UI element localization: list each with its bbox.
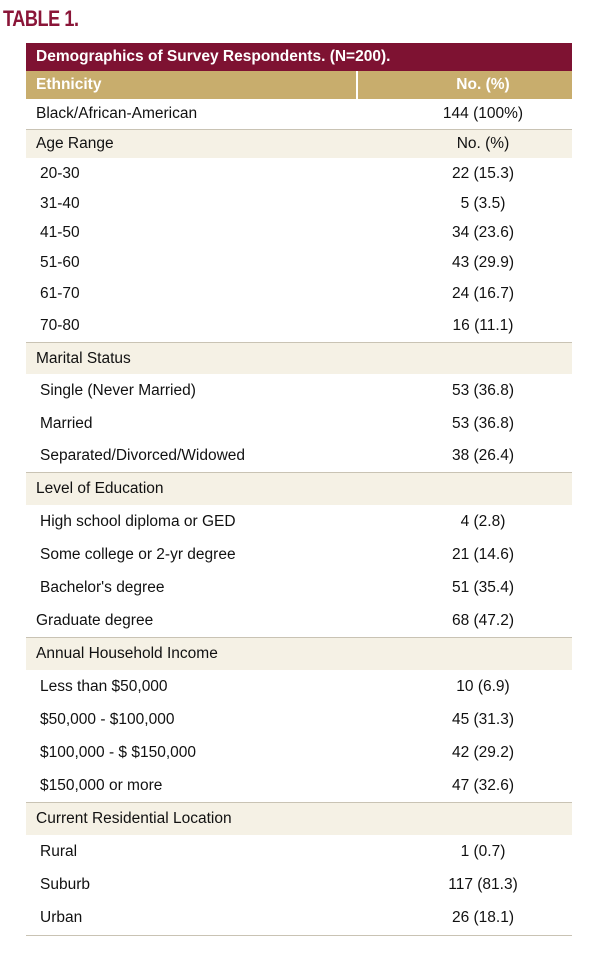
- row-label: Some college or 2-yr degree: [40, 546, 236, 563]
- row-value: 22 (15.3): [451, 165, 515, 182]
- section-row: [26, 638, 572, 670]
- section-row: [26, 130, 572, 158]
- table-row: [26, 189, 572, 218]
- row-label: Bachelor's degree: [40, 579, 165, 596]
- row-value: 144 (100%): [442, 105, 524, 122]
- row-value: 34 (23.6): [451, 224, 515, 241]
- row-value: 4 (2.8): [460, 513, 506, 530]
- table-row: [26, 901, 572, 936]
- table-header-row: [26, 71, 572, 99]
- row-label: Graduate degree: [36, 612, 154, 629]
- table-row: [26, 407, 572, 440]
- row-label: $100,000 - $ $150,000: [40, 744, 196, 761]
- table-row: [26, 538, 572, 571]
- row-value: [358, 803, 572, 835]
- row-value: 53 (36.8): [451, 415, 515, 432]
- row-label: 70-80: [40, 317, 80, 334]
- table-row: [26, 703, 572, 736]
- table-row: [26, 868, 572, 901]
- section-row: [26, 473, 572, 505]
- section-row: [26, 343, 572, 374]
- row-value: 26 (18.1): [451, 909, 515, 926]
- table-row: [26, 99, 572, 130]
- section-label: Marital Status: [36, 350, 131, 367]
- row-value: [358, 638, 572, 670]
- table-row: [26, 571, 572, 604]
- row-value: 51 (35.4): [451, 579, 515, 596]
- table-row: [26, 736, 572, 769]
- header-no-percent: No. (%): [358, 71, 572, 99]
- table-row: [26, 505, 572, 538]
- row-value: 16 (11.1): [452, 317, 514, 334]
- row-label: Suburb: [40, 876, 90, 893]
- row-label: 20-30: [40, 165, 80, 182]
- header-ethnicity: Ethnicity: [26, 71, 356, 99]
- row-value: 45 (31.3): [451, 711, 515, 728]
- table-row: [26, 769, 572, 803]
- row-label: High school diploma or GED: [40, 513, 236, 530]
- row-label: $150,000 or more: [40, 777, 163, 794]
- section-row: [26, 803, 572, 835]
- row-value: [358, 473, 572, 505]
- section-label: Level of Education: [36, 480, 164, 497]
- row-value: No. (%): [456, 135, 510, 152]
- row-label: Black/African-American: [36, 105, 198, 122]
- table-row: [26, 158, 572, 189]
- table-row: [26, 309, 572, 343]
- table-row: [26, 670, 572, 703]
- table-row: [26, 835, 572, 868]
- row-label: Urban: [40, 909, 83, 926]
- row-value: 117 (81.3): [448, 876, 518, 893]
- row-label: Less than $50,000: [40, 678, 168, 695]
- row-value: 68 (47.2): [451, 612, 515, 629]
- row-value: 38 (26.4): [451, 447, 515, 464]
- row-label: 61-70: [40, 285, 80, 302]
- row-label: Single (Never Married): [40, 382, 196, 399]
- row-value: 21 (14.6): [451, 546, 515, 563]
- table-caption: Demographics of Survey Respondents. (N=200).: [26, 43, 572, 71]
- row-label: 41-50: [40, 224, 80, 241]
- row-label: $50,000 - $100,000: [40, 711, 175, 728]
- row-value: 42 (29.2): [451, 744, 515, 761]
- table-row: [26, 440, 572, 473]
- table-label: TABLE 1.: [3, 6, 79, 31]
- row-label: Rural: [40, 843, 78, 860]
- table-row: [26, 374, 572, 407]
- demographics-table: [26, 43, 572, 936]
- row-value: 53 (36.8): [451, 382, 515, 399]
- section-label: Age Range: [36, 135, 114, 152]
- row-value: [358, 343, 572, 374]
- table-row: [26, 278, 572, 309]
- section-label: Annual Household Income: [36, 645, 218, 662]
- table-body: [26, 99, 572, 936]
- row-value: 5 (3.5): [460, 195, 506, 212]
- row-value: 43 (29.9): [451, 254, 515, 271]
- row-label: 51-60: [40, 254, 80, 271]
- table-row: [26, 248, 572, 278]
- row-value: 24 (16.7): [451, 285, 515, 302]
- row-label: Separated/Divorced/Widowed: [40, 447, 246, 464]
- row-value: 10 (6.9): [456, 678, 510, 695]
- row-label: Married: [40, 415, 93, 432]
- table-row: [26, 604, 572, 638]
- section-label: Current Residential Location: [36, 810, 232, 827]
- row-value: 1 (0.7): [460, 843, 506, 860]
- row-label: 31-40: [40, 195, 80, 212]
- row-value: 47 (32.6): [451, 777, 515, 794]
- table-row: [26, 218, 572, 248]
